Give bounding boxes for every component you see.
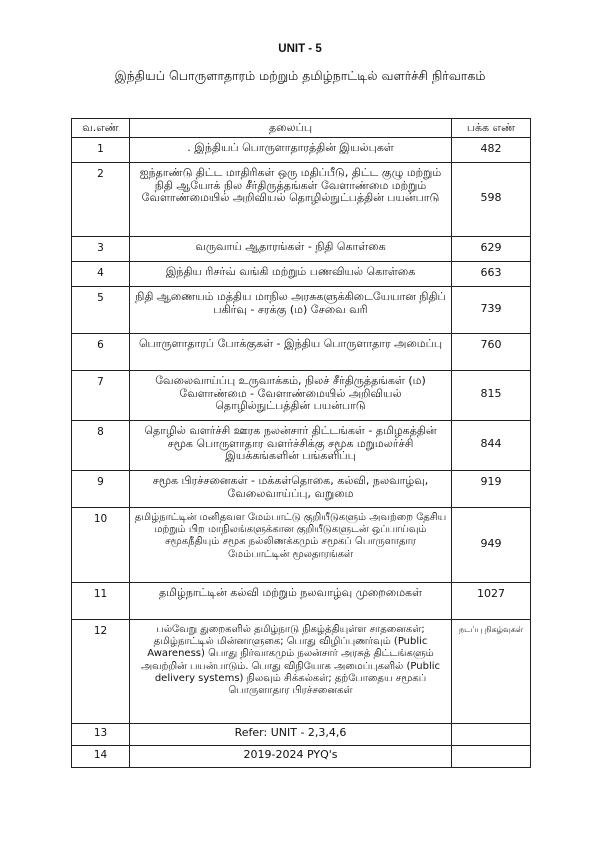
row-title: வேலைவாய்ப்பு உருவாக்கம், நிலச் சீர்திருத்தங்கள் (ம) வேளாண்மை - வேளாண்மையில் அறிவியல் தொழில்நுட்பத்தின் பயன்பாடு: [130, 371, 452, 421]
row-page: 760: [452, 334, 531, 371]
row-title: ஐந்தாண்டு திட்ட மாதிரிகள் ஒரு மதிப்பீடு, திட்ட குழு மற்றும் நிதி ஆயோக் நில சீர்திருத்தங்கள் வேளாண்மை மற்றும் வேளாண்மையில் அறிவியல் தொழில்நுட்பத்தின் பயன்பாடு: [130, 163, 452, 237]
row-serial: 3: [72, 237, 130, 262]
table-row: [72, 583, 531, 620]
row-title: தொழில் வளர்ச்சி ஊரக நலன்சார் திட்டங்கள் - தமிழகத்தின் சமூக பொருளாதார வளர்ச்சிக்கு சமூக மறுமலர்ச்சி இயக்கங்களின் பங்களிப்பு: [130, 421, 452, 471]
row-page: 629: [452, 237, 531, 262]
row-serial: 1: [72, 138, 130, 163]
row-title: பல்வேறு துறைகளில் தமிழ்நாடு நிகழ்த்தியுள்ள சாதனைகள்; தமிழ்நாட்டில் மின்னாளுகை; பொது விழிப்புணர்வும் (Public Awareness) பொது நிர்வாகமும் நலன்சார் அரசுத் திட்டங்களும் அவற்றின் பயன்பாடும். பொது விநியோக அமைப்புகளில் (Public delivery systems) நிலவும் சிக்கல்கள்; தற்போதைய சமூகப் பொருளாதார பிரச்சனைகள்: [130, 620, 452, 724]
row-page: 844: [452, 421, 531, 471]
row-title: Refer: UNIT - 2,3,4,6: [130, 724, 452, 746]
row-serial: 6: [72, 334, 130, 371]
row-serial: 13: [72, 724, 130, 746]
row-serial: 11: [72, 583, 130, 620]
row-page: 919: [452, 471, 531, 508]
row-serial: 4: [72, 262, 130, 287]
table-row: [72, 138, 531, 163]
row-serial: 2: [72, 163, 130, 237]
table-row: [72, 724, 531, 746]
table-row: [72, 262, 531, 287]
row-page: 482: [452, 138, 531, 163]
row-page: 949: [452, 508, 531, 583]
row-page: 815: [452, 371, 531, 421]
table-row: [72, 287, 531, 334]
table-row: [72, 334, 531, 371]
row-title: பொருளாதாரப் போக்குகள் - இந்திய பொருளாதார அமைப்பு: [130, 334, 452, 371]
unit-heading: UNIT - 5: [278, 43, 322, 55]
row-page: 739: [452, 287, 531, 334]
row-page: [452, 746, 531, 768]
column-header-title: தலைப்பு: [130, 119, 452, 138]
table-row: [72, 746, 531, 768]
table-row: [72, 508, 531, 583]
row-page: 663: [452, 262, 531, 287]
row-page: 598: [452, 163, 531, 237]
row-serial: 14: [72, 746, 130, 768]
table-row: [72, 421, 531, 471]
table-header-row: [72, 119, 531, 138]
row-page: [452, 724, 531, 746]
row-title: நிதி ஆணையம் மத்திய மாநில அரசுகளுக்கிடையேயான நிதிப் பகிர்வு - சரக்கு (ம) சேவை வரி: [130, 287, 452, 334]
column-header-serial: வ.எண்: [72, 119, 130, 138]
row-title: சமூக பிரச்சனைகள் - மக்கள்தொகை, கல்வி, நலவாழ்வு, வேலைவாய்ப்பு, வறுமை: [130, 471, 452, 508]
row-title: தமிழ்நாட்டின் மனிதவள மேம்பாட்டு குறியீடுகளும் அவற்றை தேசிய மற்றும் பிற மாநிலங்களுக்கான குறியீடுகளுடன் ஒப்பாய்வும் சமூகநீதியும் சமூக நல்லிணக்கமும் சமூகப் பொருளாதார மேம்பாட்டின் மூலதாரங்கள்: [130, 508, 452, 583]
section-subtitle: இந்தியப் பொருளாதாரம் மற்றும் தமிழ்நாட்டில் வளர்ச்சி நிர்வாகம்: [114, 68, 486, 83]
table-row: [72, 620, 531, 724]
row-page: நடப்பு நிகழ்வுகள்: [452, 620, 531, 724]
row-serial: 5: [72, 287, 130, 334]
table-row: [72, 163, 531, 237]
row-title: 2019-2024 PYQ's: [130, 746, 452, 768]
row-title: . இந்தியப் பொருளாதாரத்தின் இயல்புகள்: [130, 138, 452, 163]
column-header-page: பக்க எண்: [452, 119, 531, 138]
row-serial: 7: [72, 371, 130, 421]
row-serial: 8: [72, 421, 130, 471]
row-title: இந்திய ரிசர்வ் வங்கி மற்றும் பணவியல் கொள்கை: [130, 262, 452, 287]
row-serial: 10: [72, 508, 130, 583]
contents-table: [71, 118, 531, 768]
row-serial: 12: [72, 620, 130, 724]
table-row: [72, 471, 531, 508]
table-row: [72, 371, 531, 421]
table-row: [72, 237, 531, 262]
row-serial: 9: [72, 471, 130, 508]
row-title: வருவாய் ஆதாரங்கள் - நிதி கொள்கை: [130, 237, 452, 262]
row-title: தமிழ்நாட்டின் கல்வி மற்றும் நலவாழ்வு முறைமைகள்: [130, 583, 452, 620]
row-page: 1027: [452, 583, 531, 620]
